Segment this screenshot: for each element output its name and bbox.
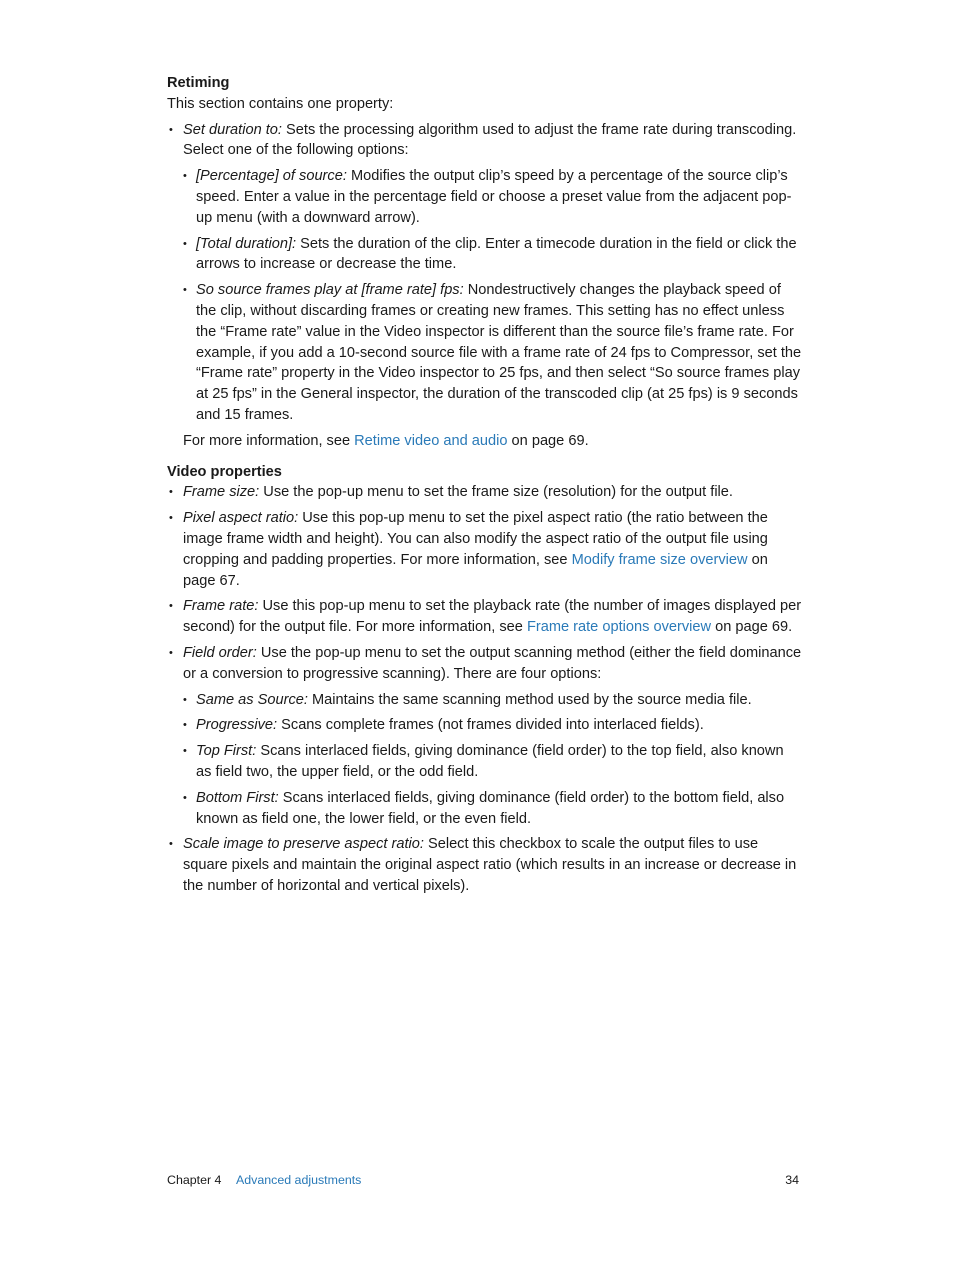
option-term: [Percentage] of source: — [196, 168, 347, 185]
option-term: Top First: — [196, 743, 257, 760]
page-content — [167, 73, 803, 897]
chapter-number: Chapter 4 — [167, 1173, 222, 1187]
more-prefix: For more information, see — [183, 432, 355, 449]
modify-frame-size-link[interactable]: Modify frame size overview — [571, 551, 748, 568]
page-number: 34 — [785, 1173, 799, 1187]
property-suffix: on page 67. — [183, 551, 768, 589]
property-text: Sets the processing algorithm used to adjust the frame rate during transcoding. Select one of the following options: — [183, 121, 797, 159]
retiming-heading: Retiming — [167, 75, 230, 91]
video-properties-heading: Video properties — [167, 463, 282, 480]
list-item — [183, 788, 803, 830]
property-term: Frame rate: — [183, 598, 259, 615]
option-text: Scans interlaced fields, giving dominance (field order) to the bottom field, also known as field one, the lower field, or the even field. — [196, 789, 785, 827]
option-term: Bottom First: — [196, 789, 279, 806]
option-term: [Total duration]: — [196, 235, 297, 252]
property-term: Field order: — [183, 644, 257, 661]
property-term: Frame size: — [183, 484, 260, 501]
list-item — [167, 643, 803, 829]
property-term: Scale image to preserve aspect ratio: — [183, 836, 424, 853]
property-text: Use the pop-up menu to set the output scanning method (either the field dominance or a conversion to progressive scanning). There are four options: — [183, 644, 802, 682]
chapter-title-link[interactable]: Advanced adjustments — [236, 1173, 362, 1187]
option-text: Scans complete frames (not frames divided into interlaced fields). — [277, 717, 704, 734]
option-text: Nondestructively changes the playback speed of the clip, without discarding frames or creating new frames. This setting has no effect unless the “Frame rate” value in the Video inspector is different than the source file’s frame rate. For example, if you add a 10-second source file with a frame rate of 24 fps to Compressor, set the “Frame rate” property in the Video inspector to 25 fps, and then select “So source frames play at 25 fps” in the General inspector, the duration of the transcoded clip (at 25 fps) is 9 seconds and 15 frames. — [196, 282, 802, 423]
retiming-options-list — [183, 166, 803, 426]
option-text: Maintains the same scanning method used by the source media file. — [307, 691, 752, 708]
property-text: Use this pop-up menu to set the playback rate (the number of images displayed per second) for the output file. For more information, see — [183, 598, 802, 636]
retiming-intro: This section contains one property: — [167, 95, 394, 112]
retiming-list — [167, 120, 803, 426]
list-item — [183, 234, 803, 276]
list-item — [183, 280, 803, 426]
option-term: Same as Source: — [196, 691, 308, 708]
list-item — [183, 690, 803, 711]
property-text: Use this pop-up menu to set the pixel aspect ratio (the ratio between the image frame width and height). You can also modify the aspect ratio of the output file using cropping and padding properties. For more information, see — [183, 510, 768, 568]
property-text: Use the pop-up menu to set the frame size (resolution) for the output file. — [259, 484, 733, 501]
property-text: Select this checkbox to scale the output files to use square pixels and maintain the original aspect ratio (which results in an increase or decrease in the number of horizontal and vertical pixels). — [183, 836, 797, 894]
list-item — [167, 596, 803, 638]
frame-rate-options-link[interactable]: Frame rate options overview — [526, 619, 712, 636]
list-item — [167, 120, 803, 426]
list-item — [167, 482, 803, 503]
property-term: Set duration to: — [183, 121, 282, 138]
list-item — [183, 715, 803, 736]
more-suffix: on page 69. — [507, 432, 589, 449]
option-text: Sets the duration of the clip. Enter a timecode duration in the field or click the arrows to increase or decrease the time. — [196, 235, 797, 273]
list-item — [183, 166, 803, 228]
property-term: Pixel aspect ratio: — [183, 510, 299, 527]
option-term: So source frames play at [frame rate] fps: — [196, 282, 464, 299]
retiming-more-info — [167, 431, 803, 452]
list-item — [183, 741, 803, 783]
list-item — [167, 834, 803, 896]
option-text: Modifies the output clip’s speed by a percentage of the source clip’s speed. Enter a value in the percentage field or choose a preset value from the adjacent pop-up menu (with a downward arrow). — [196, 168, 792, 226]
field-order-options-list — [183, 690, 803, 830]
option-text: Scans interlaced fields, giving dominance (field order) to the top field, also known as field two, the upper field, or the odd field. — [196, 743, 784, 780]
option-term: Progressive: — [196, 717, 278, 734]
property-suffix: on page 69. — [711, 619, 793, 636]
list-item — [167, 508, 803, 591]
retime-video-link[interactable]: Retime video and audio — [354, 432, 508, 449]
video-properties-list — [167, 482, 803, 896]
